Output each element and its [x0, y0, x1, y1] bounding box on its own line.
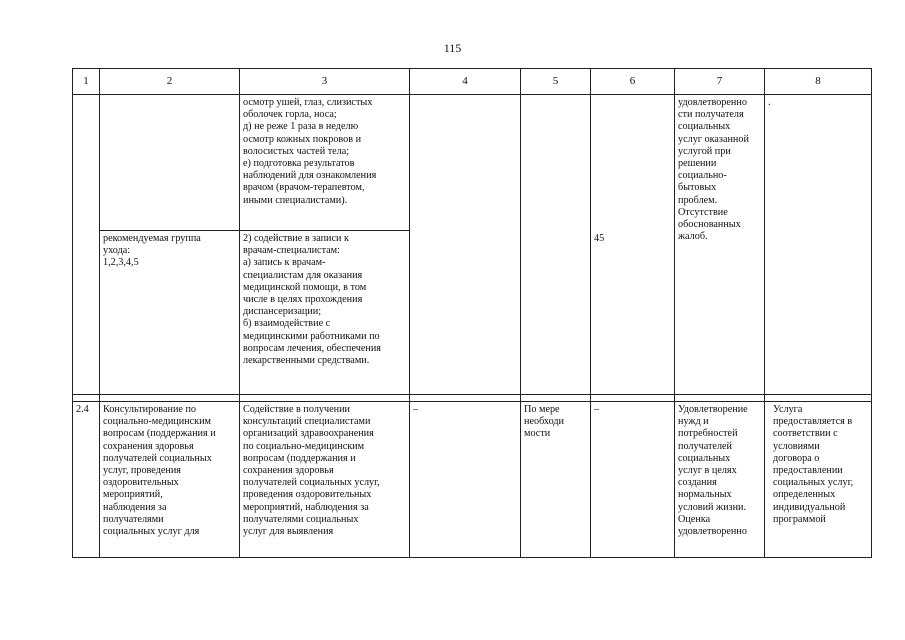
row-c-col1: 2.4: [73, 402, 100, 558]
row-a-col6: [591, 95, 675, 231]
text-line: иными специалистами).: [243, 194, 348, 206]
text-line: условиями: [773, 440, 820, 452]
text-line: услуг для выявления: [243, 526, 334, 538]
table-row: [73, 402, 872, 558]
text-line: вопросам (поддержания и: [103, 428, 216, 440]
text-line: числе в целях прохождения: [243, 294, 363, 306]
header-cell-7: 7: [675, 69, 765, 95]
text-line: .: [768, 97, 771, 108]
text-line: –: [413, 404, 419, 415]
row-c-col6: [591, 402, 675, 558]
spacer-cell: [521, 395, 591, 402]
text-line: мости: [524, 428, 551, 440]
text-line: получателей социальных услуг,: [243, 477, 380, 489]
row-ab-col7: [675, 95, 765, 395]
text-line: лекарственными средствами.: [243, 355, 370, 367]
text-line: программой: [773, 513, 826, 525]
text-line: потребностей: [678, 428, 738, 440]
text-line: 2) содействие в записи к: [243, 233, 349, 244]
text-line: соответствии с: [773, 428, 838, 440]
text-line: 45: [594, 232, 605, 244]
text-line: оболочек горла, носа;: [243, 109, 337, 121]
text-line: получателей социальных: [103, 452, 212, 464]
row-a-col3: [240, 95, 410, 231]
header-cell-6: 6: [591, 69, 675, 95]
spacer-cell: [675, 395, 765, 402]
text-line: По мере: [524, 404, 560, 415]
text-line: б) взаимодействие с: [243, 318, 331, 330]
row-b-col3: [240, 231, 410, 395]
text-line: удовлетворенно: [678, 526, 747, 538]
spacer-cell: [73, 395, 100, 402]
text-line: услуг в целях: [678, 465, 737, 477]
text-line: получателей: [678, 440, 733, 452]
spacer-cell: [591, 395, 675, 402]
header-cell-1: 1: [73, 69, 100, 95]
text-line: врачам-специалистам:: [243, 245, 340, 257]
row-a-col1: [73, 95, 100, 231]
table-row-spacer: [73, 395, 872, 402]
text-line: вопросам лечения, обеспечения: [243, 342, 381, 354]
header-row: [73, 69, 872, 95]
text-line: сохранения здоровья: [103, 440, 194, 452]
text-line: е) подготовка результатов: [243, 158, 355, 170]
text-line: услуг, проведения: [103, 465, 181, 477]
text-line: по социально-медицинским: [243, 440, 365, 452]
text-line: врачом (врачом-терапевтом,: [243, 182, 365, 194]
text-line: ухода:: [103, 245, 131, 257]
row-b-col6: [591, 231, 675, 395]
text-line: нужд и: [678, 416, 709, 428]
row-a-col2: [100, 95, 240, 231]
header-cell-5: 5: [521, 69, 591, 95]
text-line: нормальных: [678, 489, 732, 501]
text-line: наблюдений для ознакомления: [243, 170, 377, 182]
row-c-col7: [675, 402, 765, 558]
text-line: получателями: [103, 513, 164, 525]
text-line: Содействие в получении: [243, 404, 351, 415]
header-cell-8: 8: [765, 69, 872, 95]
text-line: медицинской помощи, в том: [243, 281, 367, 293]
text-line: жалоб.: [678, 231, 708, 243]
row-c-col5: [521, 402, 591, 558]
row-ab-col8: [765, 95, 872, 395]
text-line: бытовых: [678, 182, 717, 194]
text-line: проблем.: [678, 194, 718, 206]
text-line: предоставлении: [773, 465, 843, 477]
text-line: определенных: [773, 489, 836, 501]
row-c-col4: [410, 402, 521, 558]
text-line: необходи: [524, 416, 565, 428]
text-line: 1,2,3,4,5: [103, 257, 139, 269]
text-line: медицинскими работниками по: [243, 330, 380, 342]
text-line: договора о: [773, 452, 820, 464]
text-line: диспансеризации;: [243, 306, 322, 318]
text-line: наблюдения за: [103, 501, 167, 513]
services-table: [72, 68, 872, 558]
header-cell-3: 3: [240, 69, 410, 95]
header-cell-4: 4: [410, 69, 521, 95]
text-line: сохранения здоровья: [243, 465, 334, 477]
text-line: специалистам для оказания: [243, 269, 363, 281]
text-line: а) запись к врачам-: [243, 257, 326, 269]
row-c-col3: [240, 402, 410, 558]
text-line: социальных услуг для: [103, 526, 200, 538]
row-b-col1: [73, 231, 100, 395]
text-line: проведения оздоровительных: [243, 489, 372, 501]
text-line: рекомендуемая группа: [103, 233, 201, 244]
text-line: сти получателя: [678, 109, 744, 121]
text-line: социальных: [678, 452, 731, 464]
text-line: создания: [678, 477, 717, 489]
text-line: мероприятий, наблюдения за: [243, 501, 369, 513]
text-line: мероприятий,: [103, 489, 163, 501]
text-line: волосистых частей тела;: [243, 145, 350, 157]
spacer-cell: [765, 395, 872, 402]
text-line: социальных услуг,: [773, 477, 854, 489]
text-line: решении: [678, 158, 717, 170]
text-line: услугой при: [678, 145, 731, 157]
text-line: Удовлетворение: [678, 404, 748, 415]
text-line: Отсутствие: [678, 206, 728, 218]
row-ab-col5: [521, 95, 591, 395]
text-line: услуг оказанной: [678, 133, 749, 145]
text-line: д) не реже 1 раза в неделю: [243, 121, 359, 133]
text-line: Консультирование по: [103, 404, 197, 415]
text-line: –: [594, 404, 600, 415]
text-line: индивидуальной: [773, 501, 846, 513]
text-line: условий жизни.: [678, 501, 747, 513]
row-ab-col4: [410, 95, 521, 395]
text-line: оздоровительных: [103, 477, 179, 489]
spacer-cell: [240, 395, 410, 402]
text-line: социально-медицинским: [103, 416, 211, 428]
text-line: организаций здравоохранения: [243, 428, 374, 440]
row-c-col2: [100, 402, 240, 558]
text-line: социальных: [678, 121, 731, 133]
text-line: предоставляется в: [773, 416, 853, 428]
spacer-cell: [410, 395, 521, 402]
row-b-col2: [100, 231, 240, 395]
text-line: Оценка: [678, 513, 711, 525]
header-cell-2: 2: [100, 69, 240, 95]
text-line: консультаций специалистами: [243, 416, 371, 428]
table-row: [73, 95, 872, 231]
text-line: социально-: [678, 170, 727, 182]
text-line: Услуга: [773, 404, 803, 415]
spacer-cell: [100, 395, 240, 402]
text-line: обоснованных: [678, 219, 741, 231]
text-line: осмотр ушей, глаз, слизистых: [243, 97, 373, 108]
page-number: 115: [443, 41, 462, 55]
row-c-col8: [765, 402, 872, 558]
text-line: вопросам (поддержания и: [243, 452, 356, 464]
text-line: осмотр кожных покровов и: [243, 133, 362, 145]
text-line: получателями социальных: [243, 513, 359, 525]
text-line: удовлетворенно: [678, 97, 747, 108]
